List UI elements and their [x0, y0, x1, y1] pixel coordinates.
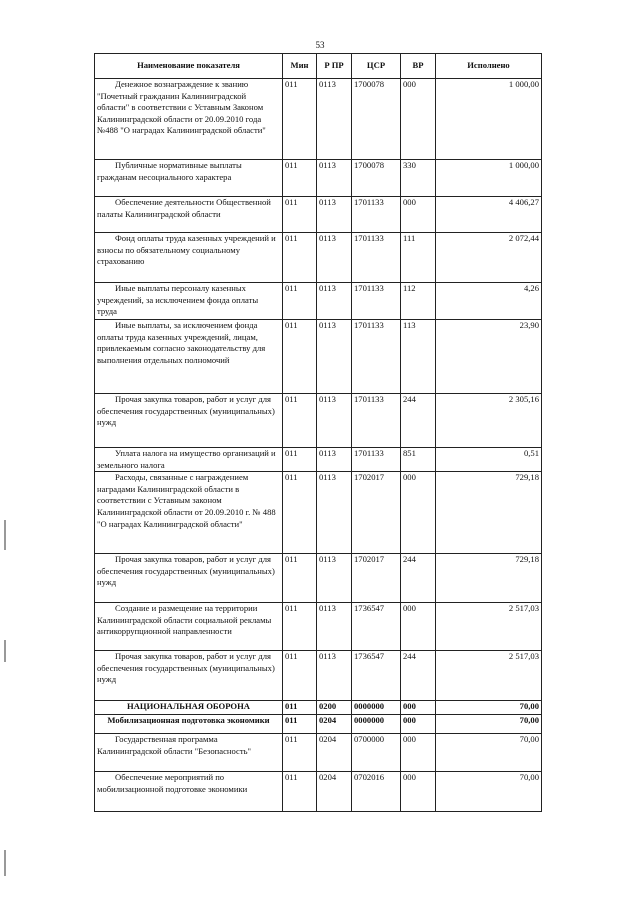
- target-article-code-cell: 1701133: [352, 448, 401, 472]
- table-row: [95, 283, 542, 320]
- executed-amount-cell: 70,00: [436, 772, 542, 812]
- section-code-cell: 0204: [317, 772, 352, 812]
- table-row: [95, 233, 542, 283]
- ministry-code-cell: 011: [283, 79, 317, 160]
- section-code-cell: 0200: [317, 701, 352, 715]
- scan-margin-mark: [4, 850, 6, 876]
- indicator-name-cell: Прочая закупка товаров, работ и услуг для обеспечения государственных (муниципальных) нужд: [95, 554, 283, 603]
- target-article-code-cell: 1736547: [352, 651, 401, 701]
- target-article-code-cell: 1701133: [352, 197, 401, 233]
- section-code-cell: 0113: [317, 283, 352, 320]
- ministry-code-cell: 011: [283, 715, 317, 734]
- column-header-min: Мин: [283, 54, 317, 79]
- section-code-cell: 0113: [317, 394, 352, 448]
- section-code-cell: 0113: [317, 651, 352, 701]
- ministry-code-cell: 011: [283, 448, 317, 472]
- table-body: [95, 79, 542, 812]
- ministry-code-cell: 011: [283, 734, 317, 772]
- table-row: [95, 394, 542, 448]
- target-article-code-cell: 1701133: [352, 320, 401, 394]
- ministry-code-cell: 011: [283, 320, 317, 394]
- section-code-cell: 0113: [317, 472, 352, 554]
- section-code-cell: 0113: [317, 603, 352, 651]
- ministry-code-cell: 011: [283, 160, 317, 197]
- section-code-cell: 0113: [317, 554, 352, 603]
- section-code-cell: 0113: [317, 448, 352, 472]
- expense-type-code-cell: 000: [401, 79, 436, 160]
- indicator-name-cell: Иные выплаты, за исключением фонда оплаты труда казенных учреждений, лицам, привлекаемым согласно законодательству для выполнения отдельных полномочий: [95, 320, 283, 394]
- expense-type-code-cell: 000: [401, 197, 436, 233]
- expense-type-code-cell: 000: [401, 772, 436, 812]
- scan-margin-mark: [4, 640, 6, 662]
- target-article-code-cell: 1701133: [352, 233, 401, 283]
- table-row: [95, 715, 542, 734]
- section-code-cell: 0113: [317, 320, 352, 394]
- target-article-code-cell: 0702016: [352, 772, 401, 812]
- target-article-code-cell: 0000000: [352, 701, 401, 715]
- ministry-code-cell: 011: [283, 197, 317, 233]
- ministry-code-cell: 011: [283, 772, 317, 812]
- executed-amount-cell: 2 517,03: [436, 651, 542, 701]
- target-article-code-cell: 0000000: [352, 715, 401, 734]
- expense-type-code-cell: 111: [401, 233, 436, 283]
- expense-type-code-cell: 113: [401, 320, 436, 394]
- ministry-code-cell: 011: [283, 472, 317, 554]
- executed-amount-cell: 2 305,16: [436, 394, 542, 448]
- executed-amount-cell: 4,26: [436, 283, 542, 320]
- expense-type-code-cell: 112: [401, 283, 436, 320]
- section-code-cell: 0204: [317, 715, 352, 734]
- table-row: [95, 448, 542, 472]
- table-row: [95, 734, 542, 772]
- expense-type-code-cell: 000: [401, 701, 436, 715]
- page-number: 53: [315, 40, 325, 50]
- ministry-code-cell: 011: [283, 283, 317, 320]
- indicator-name-cell: Фонд оплаты труда казенных учреждений и взносы по обязательному социальному страхованию: [95, 233, 283, 283]
- indicator-name-cell: Прочая закупка товаров, работ и услуг для обеспечения государственных (муниципальных) нужд: [95, 394, 283, 448]
- indicator-name-cell: Мобилизационная подготовка экономики: [95, 715, 283, 734]
- column-header-csr: ЦСР: [352, 54, 401, 79]
- expense-type-code-cell: 000: [401, 715, 436, 734]
- indicator-name-cell: НАЦИОНАЛЬНАЯ ОБОРОНА: [95, 701, 283, 715]
- indicator-name-cell: Обеспечение мероприятий по мобилизационной подготовке экономики: [95, 772, 283, 812]
- executed-amount-cell: 729,18: [436, 554, 542, 603]
- table-row: [95, 651, 542, 701]
- executed-amount-cell: 4 406,27: [436, 197, 542, 233]
- ministry-code-cell: 011: [283, 701, 317, 715]
- executed-amount-cell: 70,00: [436, 715, 542, 734]
- section-code-cell: 0113: [317, 233, 352, 283]
- ministry-code-cell: 011: [283, 554, 317, 603]
- expense-type-code-cell: 244: [401, 651, 436, 701]
- column-header-vr: ВР: [401, 54, 436, 79]
- target-article-code-cell: 1701133: [352, 394, 401, 448]
- indicator-name-cell: Обеспечение деятельности Общественной палаты Калининградской области: [95, 197, 283, 233]
- table-header-row: [95, 54, 542, 79]
- section-code-cell: 0113: [317, 79, 352, 160]
- expense-type-code-cell: 851: [401, 448, 436, 472]
- table-row: [95, 160, 542, 197]
- executed-amount-cell: 2 517,03: [436, 603, 542, 651]
- expense-type-code-cell: 000: [401, 734, 436, 772]
- indicator-name-cell: Создание и размещение на территории Калининградской области социальной рекламы антикоррупционной направленности: [95, 603, 283, 651]
- indicator-name-cell: Публичные нормативные выплаты гражданам несоциального характера: [95, 160, 283, 197]
- executed-amount-cell: 1 000,00: [436, 79, 542, 160]
- table-row: [95, 472, 542, 554]
- section-code-cell: 0204: [317, 734, 352, 772]
- indicator-name-cell: Расходы, связанные с награждением наградами Калининградской области в соответствии с Уставным законом Калининградской области от 20.09.2010 г. № 488 "О наградах Калининградской области": [95, 472, 283, 554]
- table-row: [95, 79, 542, 160]
- executed-amount-cell: 0,51: [436, 448, 542, 472]
- column-header-name: Наименование показателя: [95, 54, 283, 79]
- target-article-code-cell: 1701133: [352, 283, 401, 320]
- expense-type-code-cell: 000: [401, 603, 436, 651]
- executed-amount-cell: 70,00: [436, 734, 542, 772]
- table-row: [95, 701, 542, 715]
- executed-amount-cell: 2 072,44: [436, 233, 542, 283]
- indicator-name-cell: Прочая закупка товаров, работ и услуг для обеспечения государственных (муниципальных) нужд: [95, 651, 283, 701]
- executed-amount-cell: 1 000,00: [436, 160, 542, 197]
- indicator-name-cell: Иные выплаты персоналу казенных учреждений, за исключением фонда оплаты труда: [95, 283, 283, 320]
- expense-type-code-cell: 244: [401, 394, 436, 448]
- ministry-code-cell: 011: [283, 394, 317, 448]
- expense-type-code-cell: 000: [401, 472, 436, 554]
- target-article-code-cell: 1700078: [352, 160, 401, 197]
- target-article-code-cell: 1702017: [352, 554, 401, 603]
- ministry-code-cell: 011: [283, 603, 317, 651]
- expense-type-code-cell: 244: [401, 554, 436, 603]
- table-row: [95, 603, 542, 651]
- column-header-amount: Исполнено: [436, 54, 542, 79]
- ministry-code-cell: 011: [283, 233, 317, 283]
- target-article-code-cell: 1736547: [352, 603, 401, 651]
- expense-type-code-cell: 330: [401, 160, 436, 197]
- table-row: [95, 772, 542, 812]
- indicator-name-cell: Государственная программа Калининградской области "Безопасность": [95, 734, 283, 772]
- target-article-code-cell: 0700000: [352, 734, 401, 772]
- indicator-name-cell: Уплата налога на имущество организаций и земельного налога: [95, 448, 283, 472]
- section-code-cell: 0113: [317, 197, 352, 233]
- target-article-code-cell: 1702017: [352, 472, 401, 554]
- executed-amount-cell: 70,00: [436, 701, 542, 715]
- ministry-code-cell: 011: [283, 651, 317, 701]
- executed-amount-cell: 729,18: [436, 472, 542, 554]
- target-article-code-cell: 1700078: [352, 79, 401, 160]
- indicator-name-cell: Денежное вознаграждение к званию "Почетный гражданин Калининградской области" в соответствии с Уставным Законом Калининградской области от 20.09.2010 года №488 "О наградах Калининградской области": [95, 79, 283, 160]
- table-row: [95, 320, 542, 394]
- table-row: [95, 554, 542, 603]
- executed-amount-cell: 23,90: [436, 320, 542, 394]
- section-code-cell: 0113: [317, 160, 352, 197]
- column-header-rpr: Р ПР: [317, 54, 352, 79]
- budget-execution-table: [94, 53, 542, 812]
- table-row: [95, 197, 542, 233]
- scan-margin-mark: [4, 520, 6, 550]
